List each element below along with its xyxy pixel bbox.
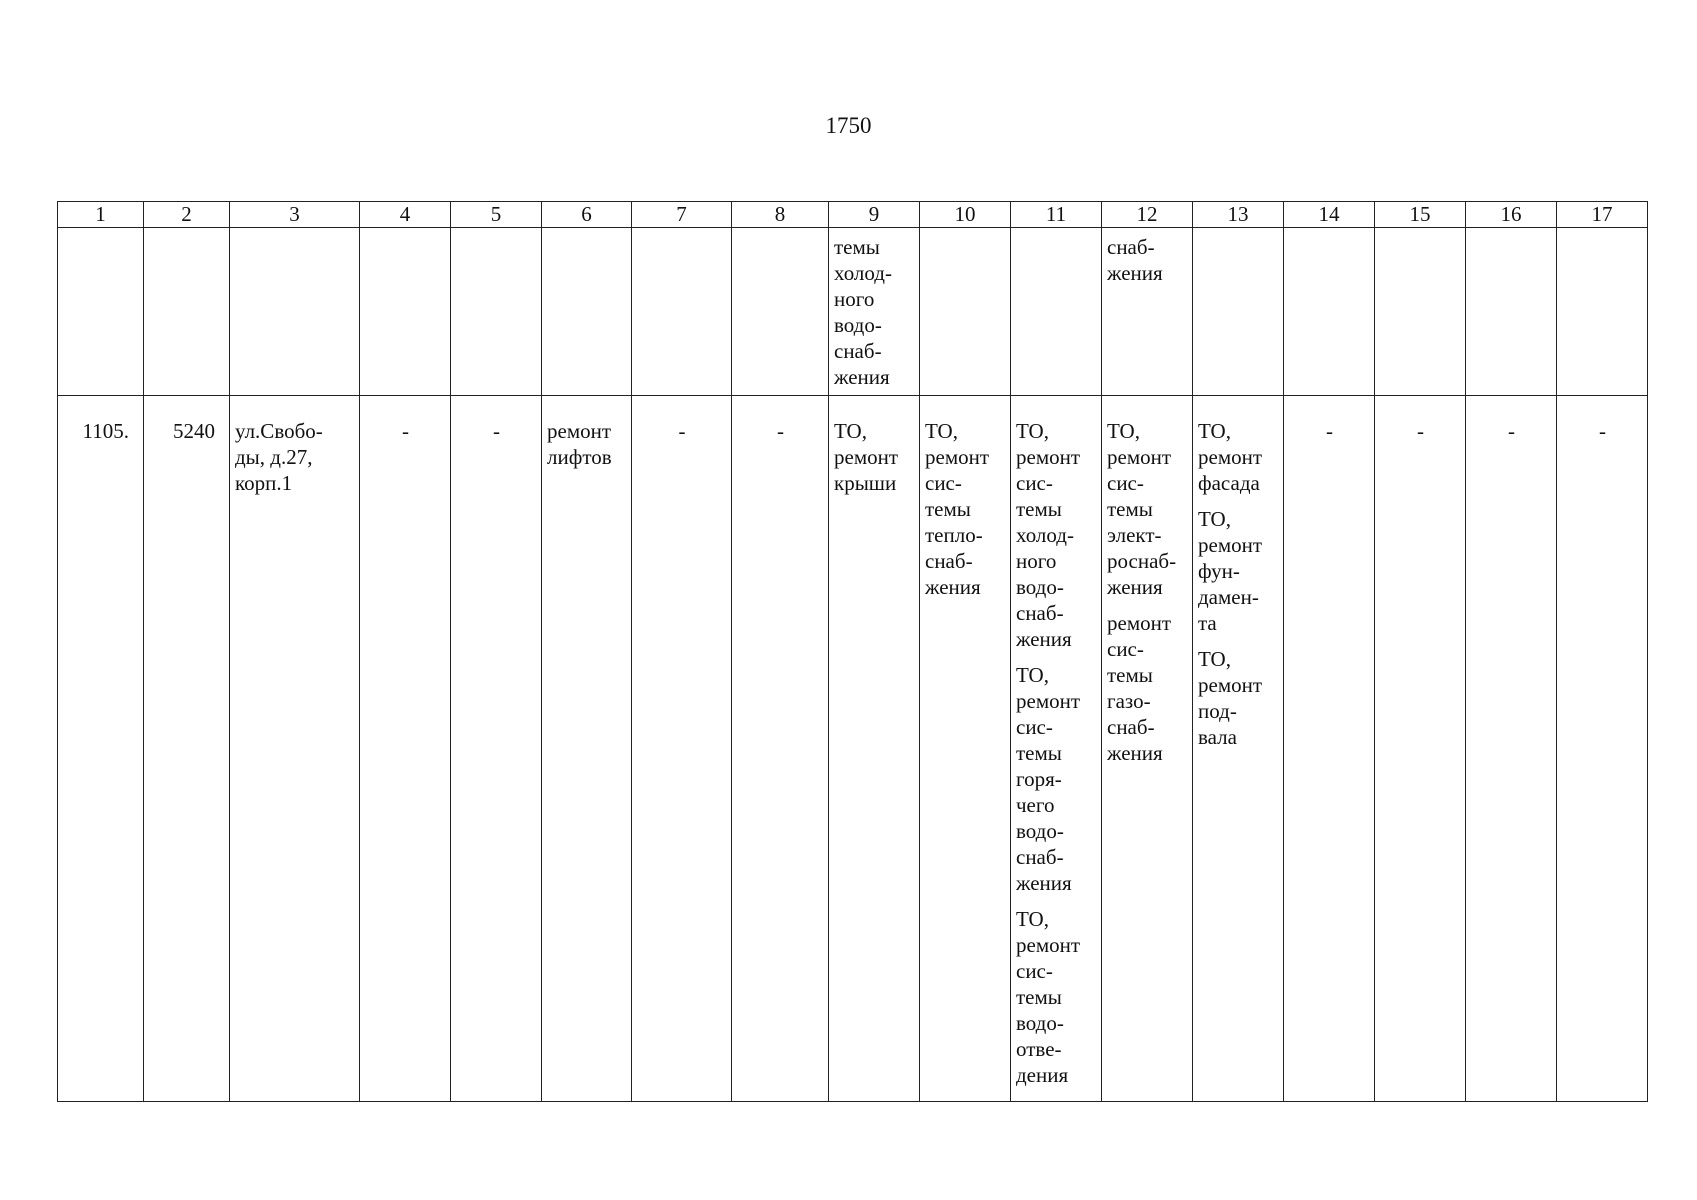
column-number: 3 (230, 202, 360, 228)
column-number: 8 (732, 202, 829, 228)
table-cell (1193, 228, 1284, 396)
table-cell (732, 396, 829, 1102)
table-cell (829, 396, 920, 1102)
dash: - (777, 419, 784, 443)
table-cell (1011, 228, 1102, 396)
table-cell (542, 228, 632, 396)
work-text: ремонт лифтов (547, 419, 612, 469)
column-number: 2 (144, 202, 230, 228)
column-number: 7 (632, 202, 732, 228)
dash: - (678, 419, 686, 443)
table-cell (1284, 396, 1375, 1102)
table-cell (1102, 396, 1193, 1102)
table-cell (632, 396, 732, 1102)
table-cell (451, 228, 542, 396)
dash: - (402, 419, 409, 443)
register-table (57, 201, 1648, 1102)
work-text: ТО, ремонт фун- дамен- та (1198, 507, 1263, 635)
column-number: 15 (1375, 202, 1466, 228)
table-cell (732, 228, 829, 396)
table-cell (144, 228, 230, 396)
work-text: ТО, ремонт фасада (1198, 419, 1263, 495)
table-cell (1466, 396, 1557, 1102)
work-text: ТО, ремонт сис- темы холод- ного водо- снаб- жения (1016, 419, 1081, 651)
table-cell (230, 228, 360, 396)
building-code: 5240 (173, 419, 215, 443)
address: ул.Свобо- ды, д.27, корп.1 (235, 419, 323, 495)
work-text: ТО, ремонт крыши (834, 419, 899, 495)
column-number: 17 (1557, 202, 1648, 228)
table-cell (1375, 396, 1466, 1102)
table-cell (920, 228, 1011, 396)
work-text: ТО, ремонт сис- темы горя- чего водо- снаб- жения (1016, 663, 1081, 895)
work-text: ТО, ремонт сис- темы водо- отве- дения (1016, 907, 1081, 1087)
work-text: ТО, ремонт под- вала (1198, 647, 1263, 749)
column-number: 5 (451, 202, 542, 228)
dash: - (1417, 419, 1424, 443)
dash: - (1599, 419, 1606, 443)
column-number: 1 (58, 202, 144, 228)
table-cell (1375, 228, 1466, 396)
work-text: ТО, ремонт сис- темы элект- роснаб- жения (1107, 419, 1177, 599)
table-cell (360, 228, 451, 396)
column-number: 11 (1011, 202, 1102, 228)
code-cell (144, 396, 230, 1102)
table-row (58, 396, 1648, 1102)
table-cell (1102, 228, 1193, 396)
column-number: 4 (360, 202, 451, 228)
table-cell (829, 228, 920, 396)
table-cell (1193, 396, 1284, 1102)
table-cell (1557, 396, 1648, 1102)
dash: - (493, 419, 500, 443)
dash: - (1508, 419, 1515, 443)
column-number: 13 (1193, 202, 1284, 228)
column-number: 9 (829, 202, 920, 228)
dash: - (1326, 419, 1333, 443)
table-cell (360, 396, 451, 1102)
table-cell (58, 228, 144, 396)
row-number: 1105. (82, 419, 129, 443)
continued-work-text: снаб- жения (1107, 235, 1163, 285)
table-cell (1284, 228, 1375, 396)
work-text: ТО, ремонт сис- темы тепло- снаб- жения (925, 419, 990, 599)
column-number-row (58, 202, 1648, 228)
table-cell (1466, 228, 1557, 396)
column-number: 16 (1466, 202, 1557, 228)
page-number: 1750 (825, 113, 872, 138)
continued-work-text: темы холод- ного водо- снаб- жения (834, 235, 892, 389)
table-cell (920, 396, 1011, 1102)
column-number: 12 (1102, 202, 1193, 228)
work-text: ремонт сис- темы газо- снаб- жения (1107, 611, 1172, 765)
column-number: 10 (920, 202, 1011, 228)
row-number-cell (58, 396, 144, 1102)
column-number: 14 (1284, 202, 1375, 228)
address-cell (230, 396, 360, 1102)
table-cell (1557, 228, 1648, 396)
table-cell (632, 228, 732, 396)
table-cell (451, 396, 542, 1102)
continuation-row (58, 228, 1648, 396)
column-number: 6 (542, 202, 632, 228)
table-cell (542, 396, 632, 1102)
table-cell (1011, 396, 1102, 1102)
